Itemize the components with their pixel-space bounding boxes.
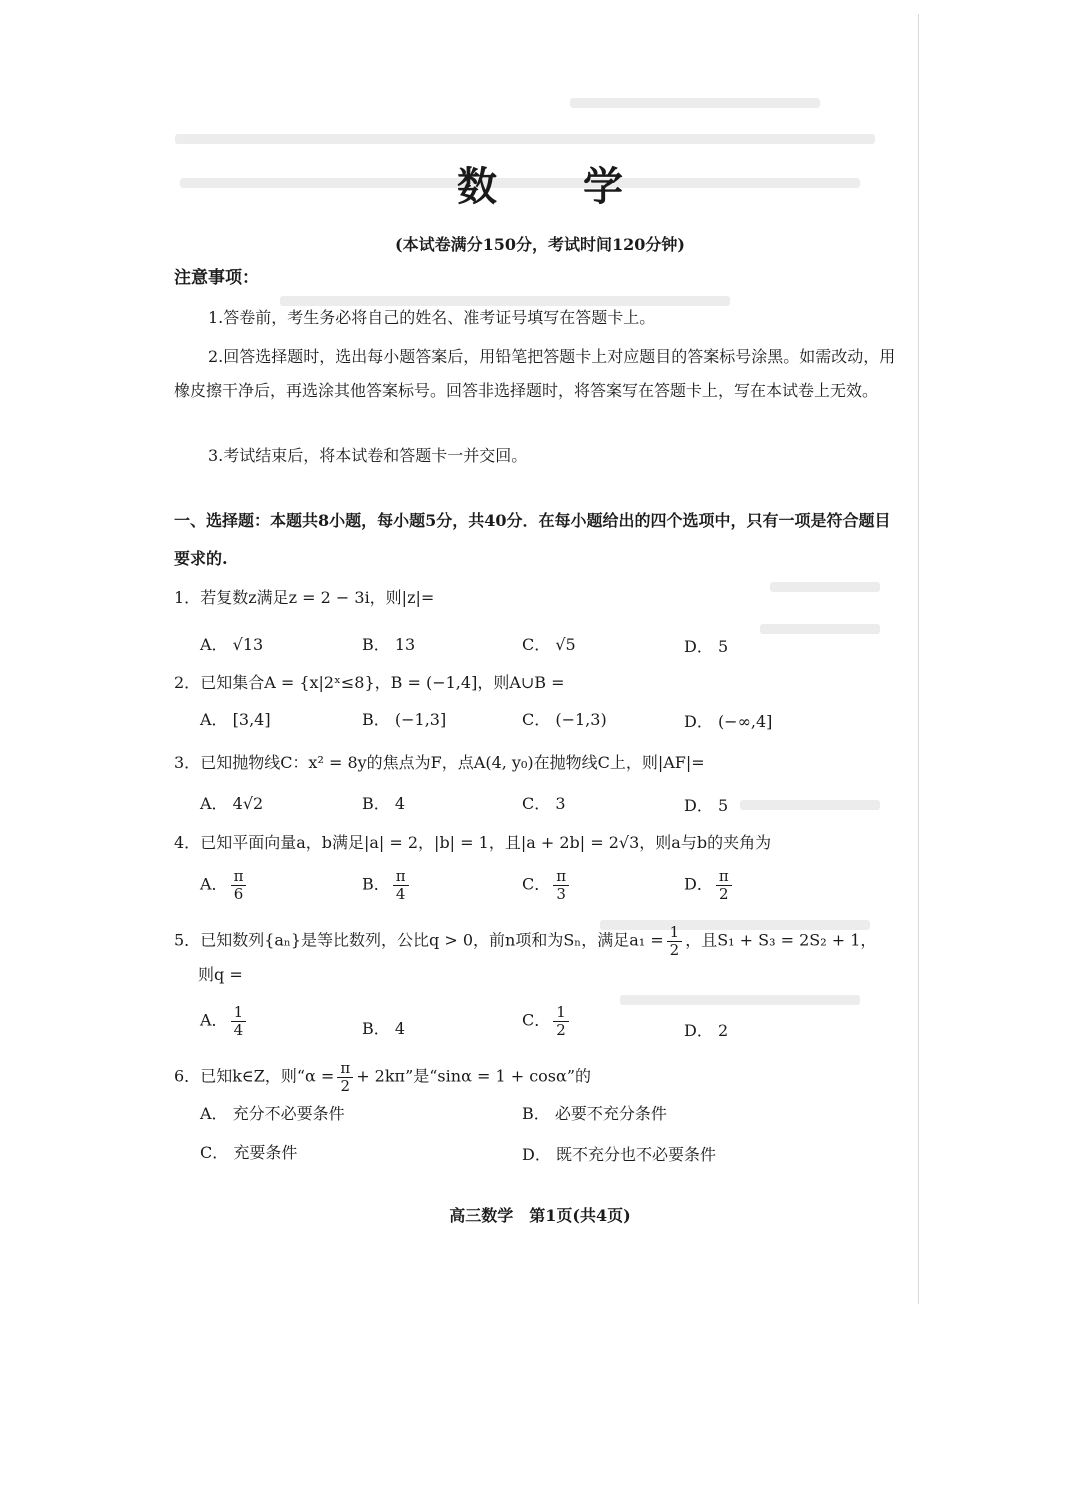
option-4b: B． $\frac{\pi}{4}$ <box>362 868 412 902</box>
option-5a: A． $\frac{1}{4}$ <box>200 1004 249 1038</box>
page-footer: 高三数学 第1页(共4页) <box>449 1206 631 1225</box>
question-1 <box>174 585 434 608</box>
note-2: 2.回答选择题时，选出每小题答案后，用铅笔把答题卡上对应题目的答案标号涂黑。如需改动，用橡皮擦干净后，再选涂其他答案标号。回答非选择题时，将答案写在答题卡上，写在本试卷上无效。 <box>174 347 896 400</box>
question-number: 6． <box>174 1066 201 1086</box>
question-number: 1． <box>174 588 201 607</box>
question-text-tail: ，且S₁ + S₃ = 2S₂ + 1， <box>685 930 877 950</box>
fraction: $\frac{1}{2}$ <box>667 924 683 958</box>
option-6a: A． 充分不必要条件 <box>200 1104 345 1123</box>
option-1d: D． 5 <box>684 637 729 656</box>
question-number: 3． <box>174 753 201 772</box>
option-1a: A． √13 <box>200 635 264 654</box>
question-text: 已知k∈Z，则“α = <box>200 1066 335 1086</box>
exam-info: (本试卷满分150分，考试时间120分钟) <box>395 235 685 254</box>
option-1c: C． √5 <box>522 635 576 654</box>
option-3c: C． 3 <box>522 794 566 813</box>
question-3 <box>174 750 705 773</box>
option-6b: B． 必要不充分条件 <box>522 1104 667 1123</box>
question-text: 已知平面向量a，b满足|a| = 2，|b| = 1，且|a + 2b| = 2√3，则a与b的夹角为 <box>200 833 772 852</box>
option-6d: D． 既不充分也不必要条件 <box>522 1145 716 1164</box>
question-number: 4． <box>174 833 201 852</box>
bleed-through-mark <box>175 134 875 144</box>
option-4a: A． $\frac{\pi}{6}$ <box>200 868 249 902</box>
note-1: 1.答卷前，考生务必将自己的姓名、准考证号填写在答题卡上。 <box>208 308 656 327</box>
option-3b: B． 4 <box>362 794 406 813</box>
question-6 <box>174 1060 591 1094</box>
question-text: 已知数列{aₙ}是等比数列，公比q > 0，前n项和为Sₙ，满足a₁ = <box>200 930 664 950</box>
question-text: 若复数z满足z = 2 − 3i，则|z|= <box>200 588 435 607</box>
question-number: 5． <box>174 930 201 950</box>
page-title: 数 学 <box>457 163 659 210</box>
question-4 <box>174 830 771 853</box>
bleed-through-mark <box>740 800 880 810</box>
option-2d: D． (−∞,4] <box>684 712 773 731</box>
section-header: 一、选择题：本题共8小题，每小题5分，共40分．在每小题给出的四个选项中，只有一项是符合题目要求的. <box>174 511 891 568</box>
option-5c: C． $\frac{1}{2}$ <box>522 1004 572 1038</box>
notes-heading: 注意事项： <box>174 268 259 288</box>
option-2a: A． [3,4] <box>200 710 271 729</box>
question-number: 2． <box>174 673 201 692</box>
option-3a: A． 4√2 <box>200 794 264 813</box>
fraction: $\frac{\pi}{2}$ <box>337 1060 353 1094</box>
question-text: 已知抛物线C：x² = 8y的焦点为F，点A(4, y₀)在抛物线C上，则|AF|= <box>200 753 705 772</box>
note-3: 3.考试结束后，将本试卷和答题卡一并交回。 <box>208 446 528 465</box>
option-1b: B． 13 <box>362 635 416 654</box>
question-5 <box>174 924 876 958</box>
bleed-through-mark <box>570 98 820 108</box>
question-2 <box>174 670 565 693</box>
option-5d: D． 2 <box>684 1021 729 1040</box>
bleed-through-mark <box>770 582 880 592</box>
option-2c: C． (−1,3) <box>522 710 607 729</box>
option-3d: D． 5 <box>684 796 729 815</box>
question-text-tail: + 2kπ”是“sinα = 1 + cosα”的 <box>356 1066 591 1086</box>
question-5-line2: 则q = <box>198 965 243 984</box>
option-4c: C． $\frac{\pi}{3}$ <box>522 868 572 902</box>
option-5b: B． 4 <box>362 1019 406 1038</box>
option-2b: B． (−1,3] <box>362 710 447 729</box>
option-4d: D． $\frac{\pi}{2}$ <box>684 868 735 902</box>
question-text: 已知集合A = {x|2ˣ≤8}，B = (−1,4]，则A∪B = <box>200 673 565 692</box>
bleed-through-mark <box>620 995 860 1005</box>
bleed-through-mark <box>760 624 880 634</box>
option-6c: C． 充要条件 <box>200 1143 298 1162</box>
